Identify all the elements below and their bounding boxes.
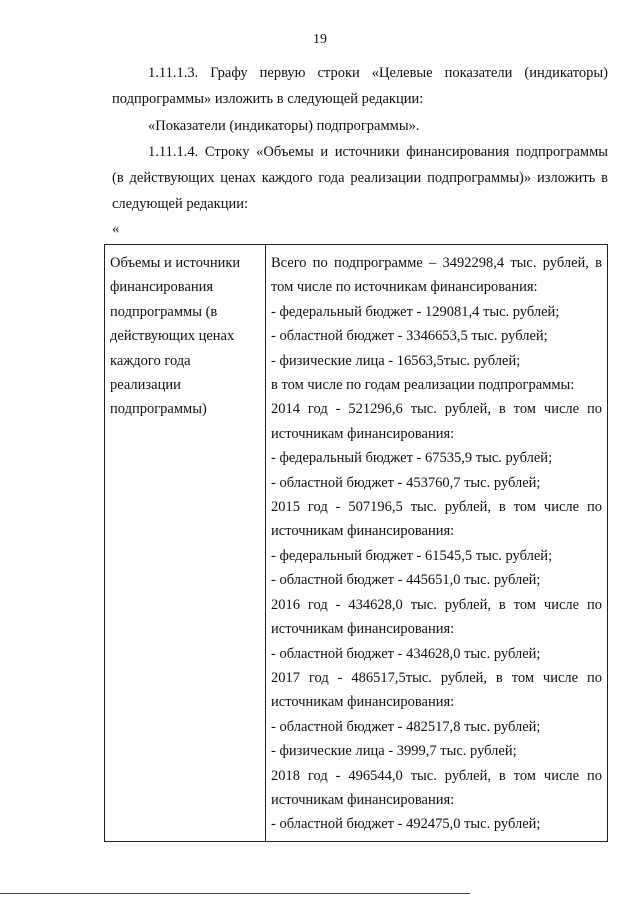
paragraph-indicators: [112, 113, 608, 139]
label-line: реализации: [110, 377, 181, 394]
content-line: том числе по источникам финансирования:: [271, 279, 538, 296]
paragraph-line: подпрограммы» изложить в следующей редакции:: [112, 91, 424, 107]
financing-table: [104, 244, 608, 842]
content-line: 2018 год - 496544,0 тыс. рублей, в том числе по: [271, 767, 602, 784]
content-line: источникам финансирования:: [271, 694, 455, 711]
content-line: - областной бюджет - 492475,0 тыс. рублей;: [271, 816, 541, 833]
page-number: 19: [313, 32, 327, 47]
paragraph-line: «Показатели (индикаторы) подпрограммы».: [148, 118, 420, 134]
content-line: в том числе по годам реализации подпрограммы:: [271, 377, 575, 394]
content-line: - федеральный бюджет - 61545,5 тыс. рублей;: [271, 547, 553, 564]
row-content-cell: [266, 245, 608, 842]
label-line: действующих ценах: [110, 328, 235, 345]
label-line: каждого года: [110, 352, 191, 369]
label-line: подпрограммы): [110, 401, 207, 418]
content-line: - областной бюджет - 445651,0 тыс. рублей;: [271, 572, 541, 589]
content-line: источникам финансирования:: [271, 523, 455, 540]
bottom-divider: [0, 893, 470, 894]
opening-quote: «: [112, 221, 120, 237]
label-line: Объемы и источники: [110, 255, 241, 271]
paragraph-line: (в действующих ценах каждого года реализации подпрограммы)» изложить в: [112, 170, 608, 186]
content-line: 2016 год - 434628,0 тыс. рублей, в том числе по: [271, 596, 602, 613]
row-label-cell: [105, 245, 266, 842]
content-line: источникам финансирования:: [271, 621, 455, 638]
content-line: Всего по подпрограмме – 3492298,4 тыс. рублей, в: [271, 255, 602, 271]
table-row: [105, 245, 608, 842]
content-line: 2017 год - 486517,5тыс. рублей, в том числе по: [271, 669, 602, 686]
paragraph-line: 1.11.1.4. Строку «Объемы и источники финансирования подпрограммы: [148, 144, 608, 160]
content-line: - федеральный бюджет - 67535,9 тыс. рублей;: [271, 450, 553, 467]
content-line: - областной бюджет - 453760,7 тыс. рублей;: [271, 474, 541, 491]
content-line: - физические лица - 16563,5тыс. рублей;: [271, 352, 521, 369]
paragraph-line: 1.11.1.3. Графу первую строки «Целевые показатели (индикаторы): [148, 65, 608, 81]
content-line: 2014 год - 521296,6 тыс. рублей, в том числе по: [271, 401, 602, 418]
paragraph-volumes-row: [112, 139, 608, 217]
label-line: подпрограммы (в: [110, 303, 218, 320]
content-line: - областной бюджет - 434628,0 тыс. рублей;: [271, 645, 541, 662]
content-line: 2015 год - 507196,5 тыс. рублей, в том числе по: [271, 499, 602, 516]
content-line: - физические лица - 3999,7 тыс. рублей;: [271, 743, 517, 760]
content-line: - областной бюджет - 3346653,5 тыс. рублей;: [271, 328, 548, 345]
paragraph-line: следующей редакции:: [112, 196, 249, 212]
content-line: - федеральный бюджет - 129081,4 тыс. рублей;: [271, 303, 560, 320]
content-line: - областной бюджет - 482517,8 тыс. рублей;: [271, 718, 541, 735]
paragraph-graph-first: [112, 60, 608, 112]
content-line: источникам финансирования:: [271, 425, 455, 442]
content-line: источникам финансирования:: [271, 791, 455, 808]
label-line: финансирования: [110, 279, 214, 296]
